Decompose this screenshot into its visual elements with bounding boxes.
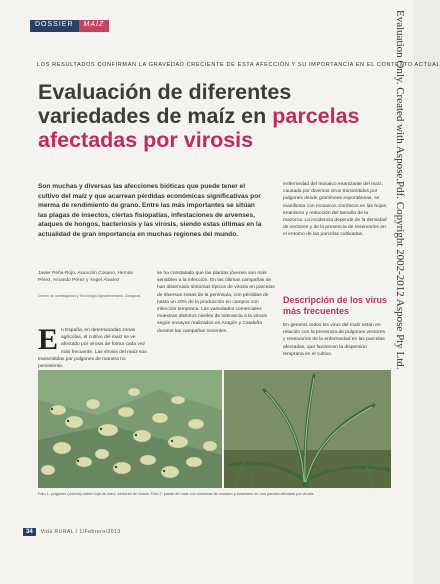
title-line-3-accent: afectadas por virosis bbox=[38, 128, 254, 152]
maize-field-photo bbox=[224, 370, 391, 488]
body-column-1-text: n España, en determinadas zonas agrícolas, el cultivo del maíz se ve afectado por virosis de forma cada vez más frecuente. Las virosis del maíz son transmitidas por pulgones de manera no persistente. bbox=[38, 328, 147, 370]
evaluation-watermark bbox=[381, 5, 409, 505]
body-column-2: se ha constatado que las plantas jóvenes son más sensibles a la infección. En las últimas campañas se han observado síntomas típicos de virosis en parcelas de diversas zonas de la península, con pérdidas de hasta un 40% de la producción en campos con infección temprana. Las variedades comerciales muestran distintos niveles de tolerancia a la virosis según ensayos realizados en Aragón y Cataluña durante las campañas recientes. bbox=[157, 271, 275, 334]
dropcap: E bbox=[38, 323, 59, 356]
title-line-2: variedades de maíz en bbox=[38, 104, 267, 128]
section-tag-topic: MAÍZ bbox=[79, 20, 110, 32]
section-tag bbox=[30, 20, 109, 32]
authors: Javier Peña-Rojo, Asunción Cosano, Hernán Pérez, Amando Pérez y Ángel Álvarez bbox=[38, 271, 134, 283]
title-line-1: Evaluación de diferentes bbox=[38, 80, 292, 104]
body-column-1 bbox=[38, 323, 150, 370]
watermark-text: Evaluation Only. Created with Aspose.Pdf. Copyright 2002-2012 Aspose Pty Ltd. bbox=[394, 10, 406, 370]
page-number: 34 bbox=[23, 528, 36, 536]
kicker-line: LOS RESULTADOS CONFIRMAN LA GRAVEDAD CRECIENTE DE ESTA AFECCIÓN Y SU IMPORTANCIA EN EL CONTEXTO ACTUAL bbox=[37, 62, 440, 68]
lead-paragraph: Son muchas y diversas las afecciones bióticas que puede tener el cultivo del maíz y que acarrean pérdidas económicas significativas por merma de rendimiento de grano. Entre las más importantes se sitúan las plagas de insectos, ciertas fisiopatías, infestaciones de arvenses, ataques de hongos, bacteriosis y las virosis, siendo estas últimas en la actualidad de gran importancia en muchas regiones del mundo. bbox=[38, 183, 262, 238]
folio bbox=[23, 528, 121, 536]
magazine-issue: Vida RURAL / 1/Febrero/2013 bbox=[40, 529, 121, 535]
aphid-colony-photo bbox=[38, 370, 222, 488]
affiliation: Centro de Investigación y Tecnología Agroalimentaria. Zaragoza. bbox=[38, 294, 142, 298]
body-column-3-bottom: En general, todos los virus del maíz están en relación con la presencia de pulgones vectores y reservorios de la enfermedad en las parcelas afectadas, que favorecen la dispersión temprana en el cultivo. bbox=[283, 323, 385, 357]
body-column-3-top: enfermedad del mosaico enanizante del maíz, causada por diversos virus transmitidos por pulgones desde gramíneas espontáneas, se manifiesta con mosaicos cloróticos en las hojas, enanismo y reducción del tamaño de la mazorca. La incidencia depende de la densidad de vectores y de la presencia de reservorios en el entorno de las parcelas cultivadas. bbox=[283, 182, 388, 238]
section-subheading: Descripción de los virus más frecuentes bbox=[283, 295, 388, 316]
photo-caption: Foto 1: pulgones (colonia) sobre hoja de maíz, vectores de virosis. Foto 2: planta de maíz con síntomas de mosaico y enanismo en una parcela afectada por virosis. bbox=[38, 492, 315, 496]
title-line-2-accent: parcelas bbox=[272, 104, 360, 128]
article-title bbox=[38, 80, 378, 152]
section-tag-dossier: DOSSIER bbox=[30, 20, 79, 32]
